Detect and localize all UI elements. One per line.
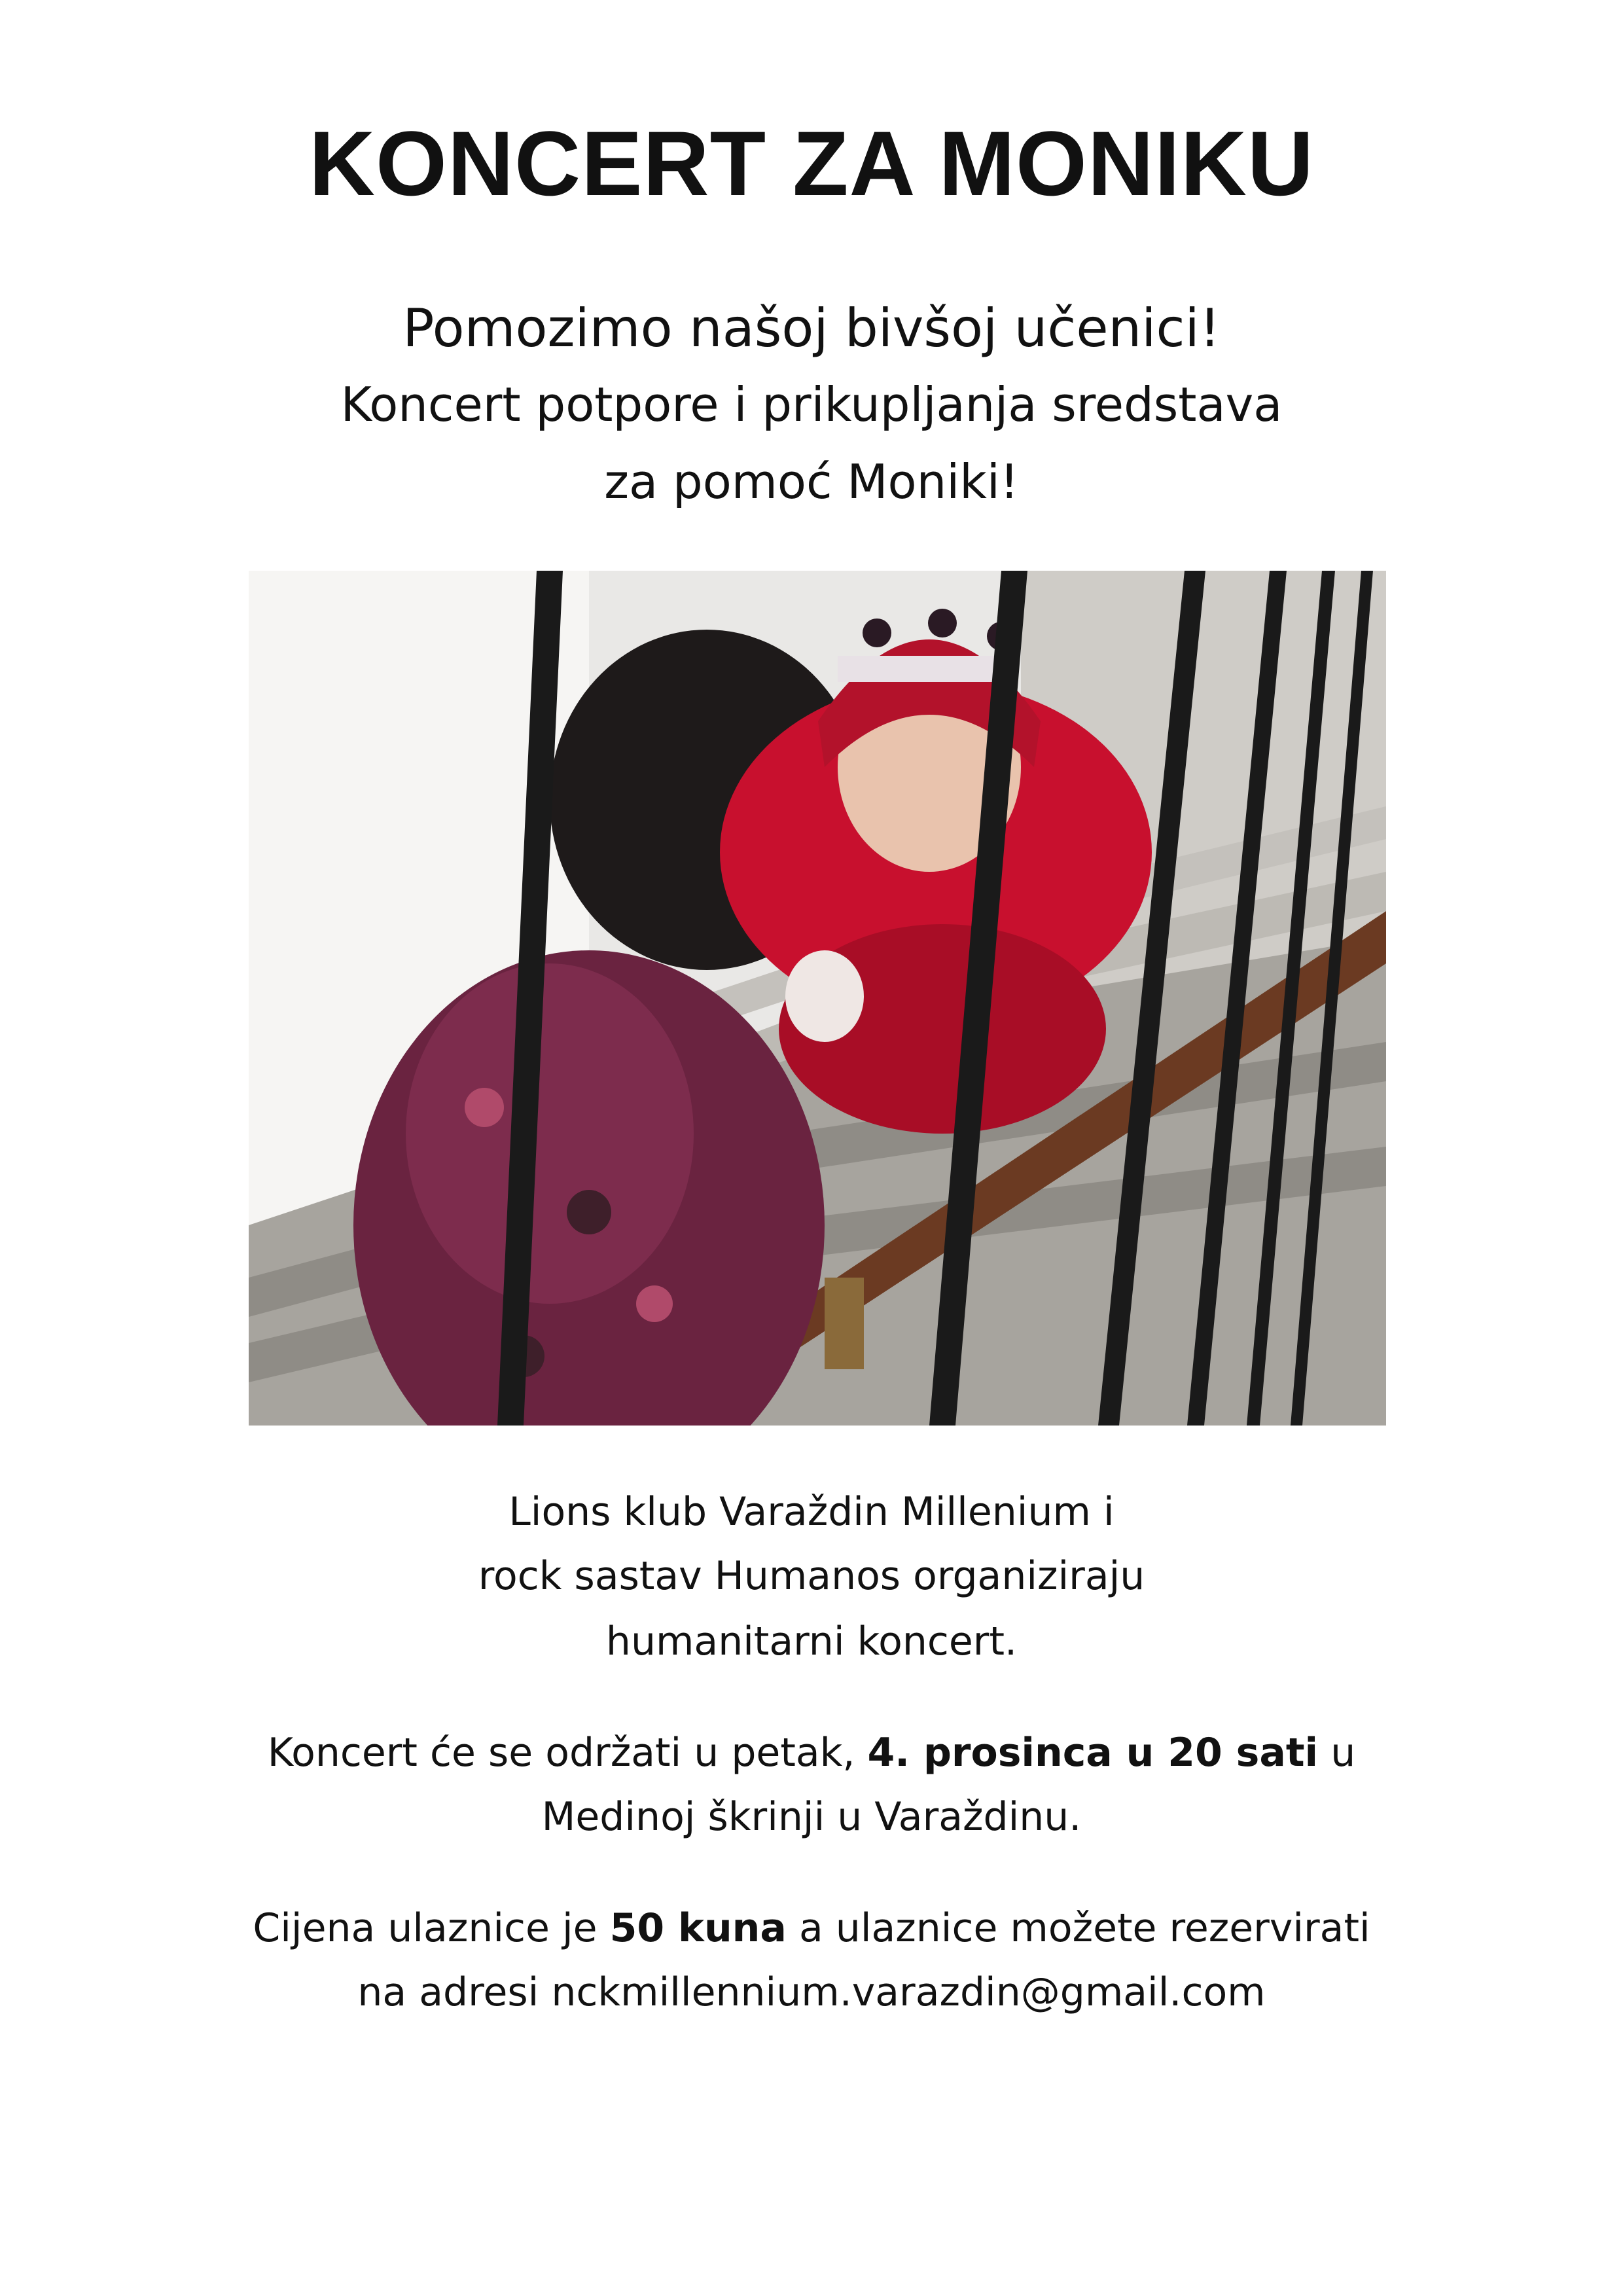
poster-title: KONCERT ZA MONIKU <box>308 112 1315 215</box>
ticket-price: 50 kuna <box>609 1905 787 1951</box>
organizers-line-2: rock sastav Humanos organiziraju <box>478 1553 1145 1599</box>
event-date-time: 4. prosinca u 20 sati <box>867 1730 1319 1776</box>
event-venue: Medinoj škrinji u Varaždinu. <box>541 1794 1082 1840</box>
child-mitten <box>785 950 864 1042</box>
intro-line-2: Koncert potpore i prikupljanja sredstava <box>340 377 1283 432</box>
event-text-after: u <box>1330 1730 1356 1776</box>
stairwell-photo <box>249 571 1386 1426</box>
organizers-line-1: Lions klub Varaždin Millenium i <box>508 1489 1115 1535</box>
tickets-text-after: a ulaznice možete rezervirati <box>798 1905 1370 1951</box>
stairwell-illustration <box>249 571 1386 1426</box>
organizers-line-3: humanitarni koncert. <box>605 1619 1018 1664</box>
intro-line-3: za pomoć Moniki! <box>604 454 1019 509</box>
tickets-line-1 <box>0 1901 1623 1956</box>
event-text-before: Koncert će se održati u petak, <box>267 1730 855 1776</box>
event-line-1 <box>0 1725 1623 1780</box>
intro-line-1: Pomozimo našoj bivšoj učenici! <box>402 298 1221 359</box>
tickets-text-before: Cijena ulaznice je <box>253 1905 597 1951</box>
tickets-email-line: na adresi nckmillennium.varazdin@gmail.com <box>357 1969 1266 2015</box>
